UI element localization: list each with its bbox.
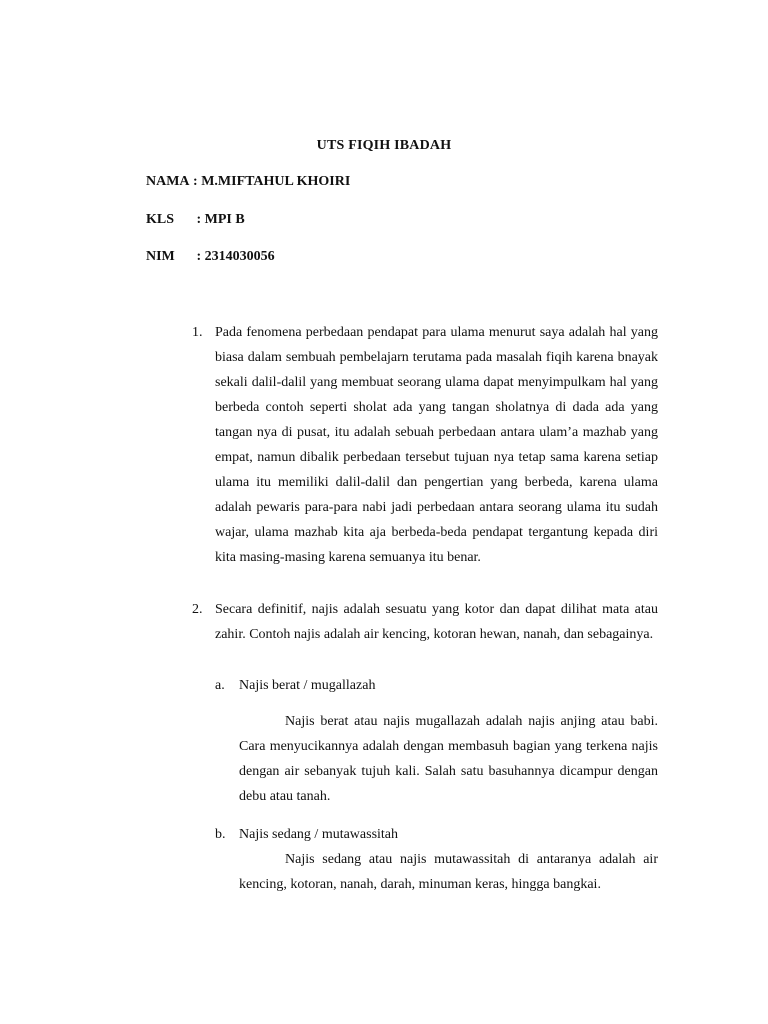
- field-kls: [146, 212, 245, 228]
- field-nim-value: : 2314030056: [196, 249, 275, 264]
- item-2-text: Secara definitif, najis adalah sesuatu yang kotor dan dapat dilihat mata atau zahir. Contoh najis adalah air kencing, kotoran hewan, nanah, dan sebagainya.: [215, 602, 658, 642]
- subitem-b-letter: b.: [215, 827, 226, 842]
- item-1-text: Pada fenomena perbedaan pendapat para ulama menurut saya adalah hal yang biasa dalam sembuah pembelajarn terutama pada masalah fiqih karena bnayak sekali dalil-dalil yang membuat seorang ulama dapat menyimpulkam hal yang berbeda contoh seperti sholat ada yang tangan sholatnya di dada ada yang tangan nya di pusat, itu adalah sebuah perbedaan antara ulam’a mazhab yang empat, namun dibalik perbedaan tersebut tujuan nya tetap sama karena setiap ulama itu memiliki dalil-dalil dan pengertian yang berbeda, karena ulama adalah pewaris para-para nabi jadi perbedaan antara seorang ulama itu sudah wajar, ulama mazhab kita aja berbeda-beda pendapat tergantung kepada diri kita masing-masing karena semuanya itu benar.: [215, 325, 658, 565]
- item-2-number: 2.: [192, 602, 203, 617]
- field-nama-value: : M.MIFTAHUL KHOIRI: [193, 174, 351, 189]
- document-title: UTS FIQIH IBADAH: [316, 138, 452, 153]
- field-kls-label: KLS: [146, 212, 175, 227]
- subitem-a-text: Najis berat atau najis mugallazah adalah najis anjing atau babi. Cara menyucikannya adalah dengan membasuh bagian yang terkena najis dengan air sebanyak tujuh kali. Salah satu basuhannya dicampur dengan debu atau tanah.: [239, 714, 658, 804]
- subitem-b-heading: Najis sedang / mutawassitah: [239, 827, 399, 842]
- field-nama-label: NAMA: [146, 174, 190, 189]
- item-1-number: 1.: [192, 325, 203, 340]
- field-kls-value: : MPI B: [196, 212, 245, 227]
- field-nim: [146, 249, 275, 265]
- field-nim-label: NIM: [146, 249, 175, 264]
- field-nama: [146, 174, 350, 190]
- subitem-b-text: Najis sedang atau najis mutawassitah di antaranya adalah air kencing, kotoran, nanah, darah, minuman keras, hingga bangkai.: [239, 852, 658, 892]
- subitem-a-letter: a.: [215, 678, 225, 693]
- subitem-a-heading: Najis berat / mugallazah: [239, 678, 376, 693]
